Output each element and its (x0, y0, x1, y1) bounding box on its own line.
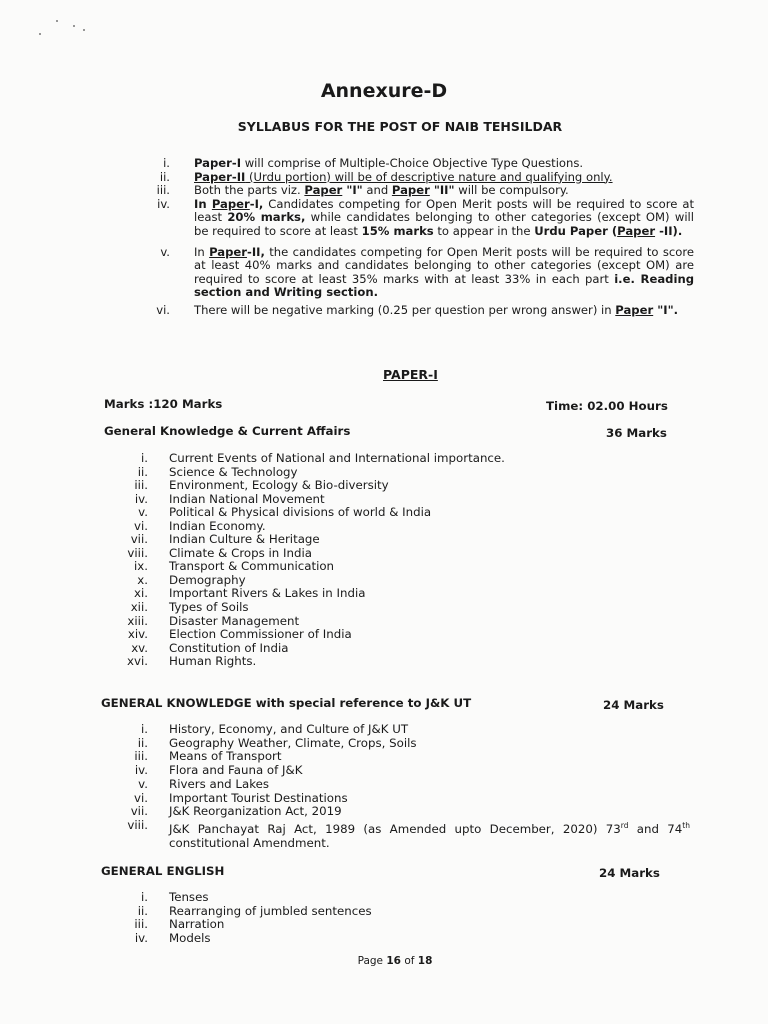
page-label: Page (357, 955, 387, 967)
list-item (0, 601, 768, 615)
text-segment: J&K Reorganization Act, 2019 (169, 804, 342, 819)
text-segment: Important Tourist Destinations (169, 790, 348, 805)
text-segment: Paper (211, 196, 250, 211)
item-text: Disaster Management (169, 613, 300, 628)
exam-time: Time: 02.00 Hours (546, 399, 668, 413)
list-item (0, 792, 768, 806)
item-number: x. (137, 572, 148, 587)
item-text (169, 723, 690, 737)
item-number: iv. (134, 763, 148, 778)
item-text: Science & Technology (169, 464, 298, 479)
item-text (169, 792, 690, 806)
text-segment: and 74 (628, 821, 683, 836)
text-segment: the candidates competing for Open Merit posts will be required to score at least 40% marks and candidates belonging to other categories (except OM) are required to score at least 35% marks with at least 33% in each part (194, 244, 695, 286)
total-pages: 18 (417, 955, 433, 967)
list-item (0, 520, 768, 534)
gk-topics-list (0, 452, 768, 669)
item-text (194, 171, 694, 185)
list-item (0, 615, 768, 629)
text-segment: th (682, 820, 690, 830)
syllabus-title: SYLLABUS FOR THE POST OF NAIB TEHSILDAR (237, 119, 563, 134)
item-number: xvi. (127, 654, 148, 669)
item-text: Models (169, 930, 211, 945)
list-item (0, 905, 768, 919)
item-text (169, 778, 690, 792)
item-text (194, 198, 694, 239)
list-item (0, 157, 768, 171)
item-number: ix. (133, 559, 148, 574)
list-item (0, 184, 768, 198)
text-segment: will be compulsory. (454, 183, 569, 198)
text-segment: Means of Transport (169, 749, 282, 764)
text-segment: to appear in the (433, 223, 535, 238)
list-item (0, 547, 768, 561)
text-segment: "I". (653, 302, 679, 317)
text-segment: while candidates belonging to other categories (except OM) will be required to score at least (194, 210, 694, 238)
scan-speck (73, 25, 75, 27)
annexure-title: Annexure-D (320, 80, 448, 102)
item-number: iii. (134, 917, 148, 932)
item-text: Human Rights. (169, 654, 257, 669)
item-text: Demography (169, 572, 246, 587)
text-segment: Paper (391, 183, 430, 198)
list-item (0, 304, 768, 318)
item-text: Election Commissioner of India (169, 627, 352, 642)
list-item (0, 246, 768, 300)
item-number: i. (140, 451, 148, 465)
scan-speck (56, 20, 58, 22)
list-item (0, 493, 768, 507)
item-text: Transport & Communication (169, 559, 335, 574)
item-number: iii. (156, 183, 170, 198)
list-item (0, 533, 768, 547)
text-segment: (Urdu portion) will be of descriptive nature and qualifying only. (245, 169, 613, 184)
item-text (194, 157, 694, 171)
item-number: xv. (131, 640, 148, 655)
text-segment: -II). (655, 223, 683, 238)
item-text: Rearranging of jumbled sentences (169, 903, 372, 918)
item-number: iii. (134, 478, 148, 493)
text-segment: Rivers and Lakes (169, 776, 270, 791)
item-text: Important Rivers & Lakes in India (169, 586, 366, 601)
page-of-label: of (400, 955, 418, 967)
item-text (169, 819, 690, 850)
list-item (0, 819, 768, 850)
item-number: vi. (133, 518, 148, 533)
item-text: Indian Culture & Heritage (169, 532, 320, 547)
list-item (0, 466, 768, 480)
item-text: Tenses (169, 890, 209, 904)
list-item (0, 750, 768, 764)
text-segment: and (362, 183, 392, 198)
list-item (0, 805, 768, 819)
jk-section-title: GENERAL KNOWLEDGE with special reference to J&K UT (101, 696, 472, 710)
text-segment: In (194, 196, 212, 211)
text-segment: Paper-II (194, 169, 246, 184)
instructions-list (0, 157, 768, 318)
text-segment: Paper (209, 244, 248, 259)
list-item (0, 587, 768, 601)
item-text (169, 737, 690, 751)
text-segment: Both the parts viz. (194, 183, 305, 198)
item-number: ii. (137, 464, 148, 479)
gk-section-title: General Knowledge & Current Affairs (104, 424, 351, 438)
item-number: vi. (156, 302, 170, 317)
list-item (0, 574, 768, 588)
item-text: Climate & Crops in India (169, 545, 312, 560)
list-item (0, 932, 768, 946)
text-segment: "I" (342, 183, 363, 198)
item-number: i. (140, 722, 148, 736)
text-segment: Flora and Fauna of J&K (169, 763, 303, 778)
text-segment: Paper (617, 223, 656, 238)
english-section-marks: 24 Marks (599, 866, 660, 880)
page-footer (0, 955, 768, 967)
text-segment: J&K Panchayat Raj Act, 1989 (as Amended upto December, 2020) 73 (169, 821, 621, 836)
item-text: Indian Economy. (169, 518, 266, 533)
list-item (0, 506, 768, 520)
text-segment: Paper-I (194, 156, 242, 170)
item-text: Current Events of National and International importance. (169, 451, 505, 465)
item-number: ii. (137, 903, 148, 918)
item-number: iv. (134, 491, 148, 506)
item-text (194, 184, 694, 198)
jk-section-marks: 24 Marks (603, 698, 664, 712)
text-segment: will comprise of Multiple-Choice Objective Type Questions. (241, 156, 584, 170)
text-segment: Geography Weather, Climate, Crops, Soils (169, 735, 417, 750)
text-segment: 15% marks (361, 223, 434, 238)
item-number: i. (163, 156, 170, 170)
item-number: xiv. (127, 627, 148, 642)
text-segment: -II, (247, 244, 265, 259)
list-item (0, 723, 768, 737)
item-number: v. (138, 776, 148, 791)
paper-1-heading: PAPER-I (383, 367, 438, 382)
item-number: xii. (130, 600, 148, 615)
item-number: iv. (134, 930, 148, 945)
item-text (169, 805, 690, 819)
item-number: viii. (127, 545, 148, 560)
item-text (194, 304, 694, 318)
item-text: Political & Physical divisions of world & India (169, 505, 432, 520)
list-item (0, 479, 768, 493)
item-number: v. (160, 244, 170, 259)
scan-speck (83, 29, 85, 31)
list-item (0, 628, 768, 642)
item-number: vii. (130, 804, 148, 819)
text-segment: "II" (429, 183, 455, 198)
text-segment: i.e. Reading section and Writing section. (194, 271, 695, 300)
jk-topics-list (0, 723, 768, 850)
item-text: Indian National Movement (169, 491, 325, 506)
gk-section-marks: 36 Marks (606, 426, 667, 440)
list-item (0, 198, 768, 239)
scan-speck (39, 33, 41, 35)
text-segment: rd (620, 820, 629, 830)
text-segment: Paper (304, 183, 343, 198)
item-number: ii. (137, 735, 148, 750)
item-text: Environment, Ecology & Bio-diversity (169, 478, 389, 493)
item-text: Narration (169, 917, 225, 932)
english-section-title: GENERAL ENGLISH (101, 864, 225, 878)
text-segment: History, Economy, and Culture of J&K UT (169, 722, 409, 736)
item-number: vii. (130, 532, 148, 547)
item-number: xi. (133, 586, 148, 601)
list-item (0, 764, 768, 778)
item-number: viii. (127, 817, 148, 832)
english-topics-list (0, 891, 768, 945)
text-segment: Paper (615, 302, 654, 317)
item-number: iv. (157, 196, 170, 211)
list-item (0, 737, 768, 751)
list-item (0, 655, 768, 669)
text-segment: There will be negative marking (0.25 per question per wrong answer) in (194, 302, 616, 317)
list-item (0, 778, 768, 792)
item-number: vi. (133, 790, 148, 805)
list-item (0, 918, 768, 932)
list-item (0, 171, 768, 185)
item-text (194, 246, 694, 300)
total-marks: Marks :120 Marks (104, 397, 223, 411)
text-segment: Urdu Paper ( (534, 223, 618, 238)
item-text: Constitution of India (169, 640, 289, 655)
item-number: i. (140, 890, 148, 904)
item-number: ii. (159, 169, 170, 184)
item-number: xiii. (127, 613, 148, 628)
text-segment: 20% marks, (227, 210, 306, 225)
item-text (169, 764, 690, 778)
item-text: Types of Soils (169, 600, 249, 615)
text-segment: -I, (249, 196, 264, 211)
item-number: v. (138, 505, 148, 520)
text-segment: In (194, 244, 210, 259)
text-segment: constitutional Amendment. (169, 835, 330, 850)
text-segment: Candidates competing for Open Merit posts will be required to score at least (194, 196, 695, 225)
list-item (0, 560, 768, 574)
item-number: iii. (134, 749, 148, 764)
list-item (0, 452, 768, 466)
list-item (0, 891, 768, 905)
current-page: 16 (386, 955, 401, 967)
list-item (0, 642, 768, 656)
item-text (169, 750, 690, 764)
